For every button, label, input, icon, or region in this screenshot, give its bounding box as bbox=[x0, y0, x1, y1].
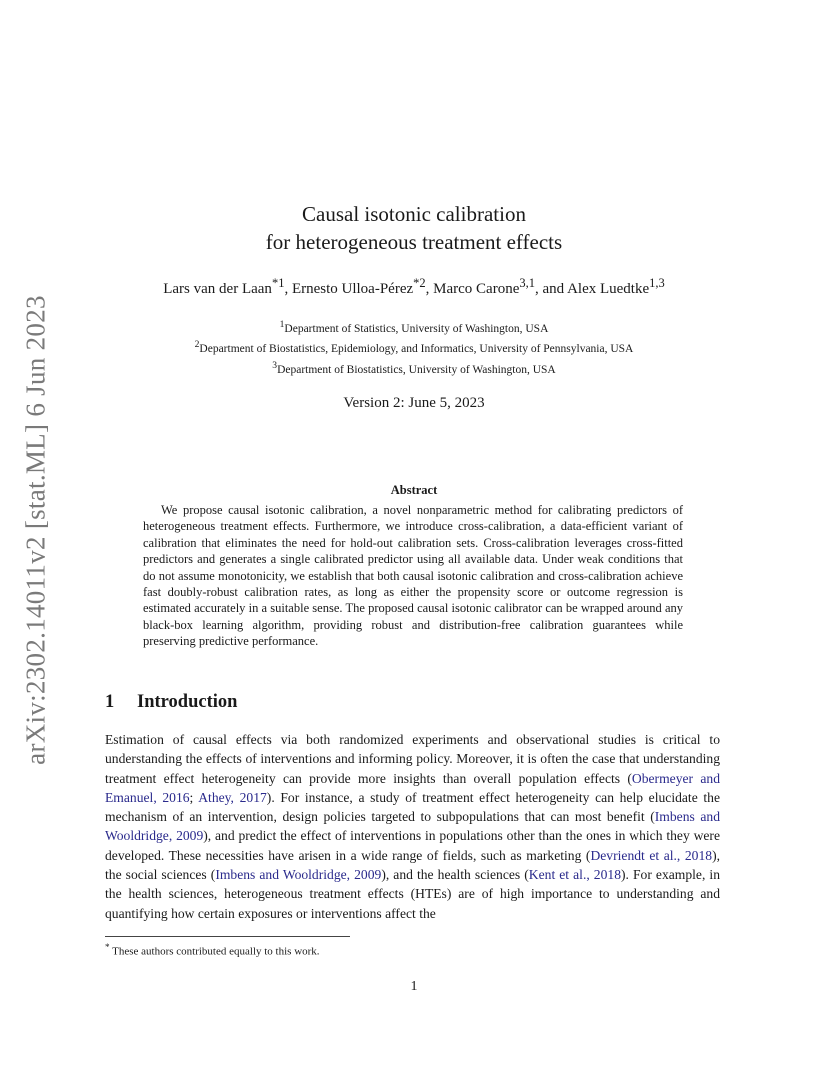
paper-title bbox=[0, 200, 828, 256]
footnote-mark: * bbox=[105, 942, 110, 952]
abstract-text: We propose causal isotonic calibration, a novel nonparametric method for calibrating predictors of heterogeneous treatment effects. Furthermore, we introduce cross-calibration, a data-efficient variant of calibration that eliminates the need for hold-out calibration sets. Cross-calibration leverages cross-fitted predictors and generates a single calibrated predictor using all available data. Under weak conditions that do not assume monotonicity, we establish that both causal isotonic calibration and cross-calibration achieve fast doubly-robust calibration rates, as long as either the propensity score or outcome regression is estimated accurately in a suitable sense. The proposed causal isotonic calibrator can be wrapped around any black-box learning algorithm, providing robust and distribution-free calibration guarantees while preserving predictive performance. bbox=[143, 503, 683, 649]
intro-text: ), and predict the effect of interventions in populations other than the ones in which they were developed. These necessities have arisen in a wide range of fields, such as marketing ( bbox=[105, 828, 720, 863]
intro-text: ). For example, in the health sciences, heterogeneous treatment effects (HTEs) are of high importance to understanding and quantifying how certain exposures or interventions affect the bbox=[105, 867, 720, 921]
author-name: Ernesto Ulloa-Pérez bbox=[291, 281, 414, 297]
intro-text: ). For instance, a study of treatment effect heterogeneity can help elucidate the mechanism of an intervention, design policies targeted to subpopulations that can most benefit ( bbox=[105, 789, 720, 825]
affiliation-mark: 2 bbox=[194, 339, 200, 351]
title-line-2: for heterogeneous treatment effects bbox=[265, 230, 563, 254]
intro-text: ), and the health sciences ( bbox=[381, 867, 529, 883]
author-name: Lars van der Laan bbox=[163, 281, 272, 297]
intro-text: ; bbox=[189, 789, 199, 805]
citation-link[interactable]: Devriendt et al., 2018 bbox=[590, 847, 713, 863]
affiliation-mark: 3 bbox=[272, 359, 278, 371]
citation-link[interactable]: Obermeyer and Emanuel, 2016 bbox=[105, 770, 720, 805]
footnote-text: These authors contributed equally to this work. bbox=[109, 945, 320, 958]
version-date: Version 2: June 5, 2023 bbox=[343, 395, 485, 411]
section-title: Introduction bbox=[137, 692, 238, 712]
section-number: 1 bbox=[105, 692, 115, 712]
author-affiliation-mark: *1 bbox=[271, 276, 285, 290]
affiliation-mark: 1 bbox=[279, 319, 285, 330]
introduction-paragraph bbox=[105, 730, 720, 923]
author-separator: , bbox=[284, 281, 292, 297]
intro-text: ), the social sciences ( bbox=[105, 847, 721, 883]
footnote bbox=[105, 942, 320, 958]
affiliation-list bbox=[0, 317, 828, 378]
author-affiliation-mark: 3,1 bbox=[519, 276, 535, 290]
author-separator: , and bbox=[534, 281, 568, 297]
citation-link[interactable]: Athey, 2017 bbox=[198, 789, 267, 805]
author-affiliation-mark: *2 bbox=[413, 276, 426, 290]
page-number: 1 bbox=[410, 979, 418, 994]
affiliation-text: Department of Biostatistics, University of Washington, USA bbox=[277, 363, 556, 376]
citation-link[interactable]: Imbens and Wooldridge, 2009 bbox=[215, 867, 382, 883]
citation-link[interactable]: Imbens and Wooldridge, 2009 bbox=[105, 809, 721, 844]
affiliation-text: Department of Statistics, University of Washington, USA bbox=[284, 322, 549, 335]
affiliation-item bbox=[0, 337, 828, 357]
affiliation-item bbox=[0, 358, 828, 378]
affiliation-item bbox=[0, 317, 828, 337]
author-name: Alex Luedtke bbox=[567, 281, 650, 297]
intro-text: Estimation of causal effects via both randomized experiments and observational studies is critical to understanding the effects of interventions and informing policy. Moreover, it is often the case that understanding treatment effect heterogeneity can provide more insights than overall population effects ( bbox=[105, 732, 720, 786]
footnote-rule bbox=[105, 936, 350, 937]
affiliation-text: Department of Biostatistics, Epidemiology, and Informatics, University of Pennsylvania, USA bbox=[199, 343, 634, 356]
section-heading bbox=[105, 692, 237, 713]
arxiv-identifier-stamp: arXiv:2302.14011v2 [stat.ML] 6 Jun 2023 bbox=[20, 295, 51, 765]
author-list bbox=[0, 276, 828, 298]
abstract-heading: Abstract bbox=[390, 483, 438, 497]
author-name: Marco Carone bbox=[433, 281, 520, 297]
title-line-1: Causal isotonic calibration bbox=[302, 202, 526, 226]
author-separator: , bbox=[425, 281, 434, 297]
author-affiliation-mark: 1,3 bbox=[649, 276, 665, 290]
citation-link[interactable]: Kent et al., 2018 bbox=[528, 867, 621, 883]
